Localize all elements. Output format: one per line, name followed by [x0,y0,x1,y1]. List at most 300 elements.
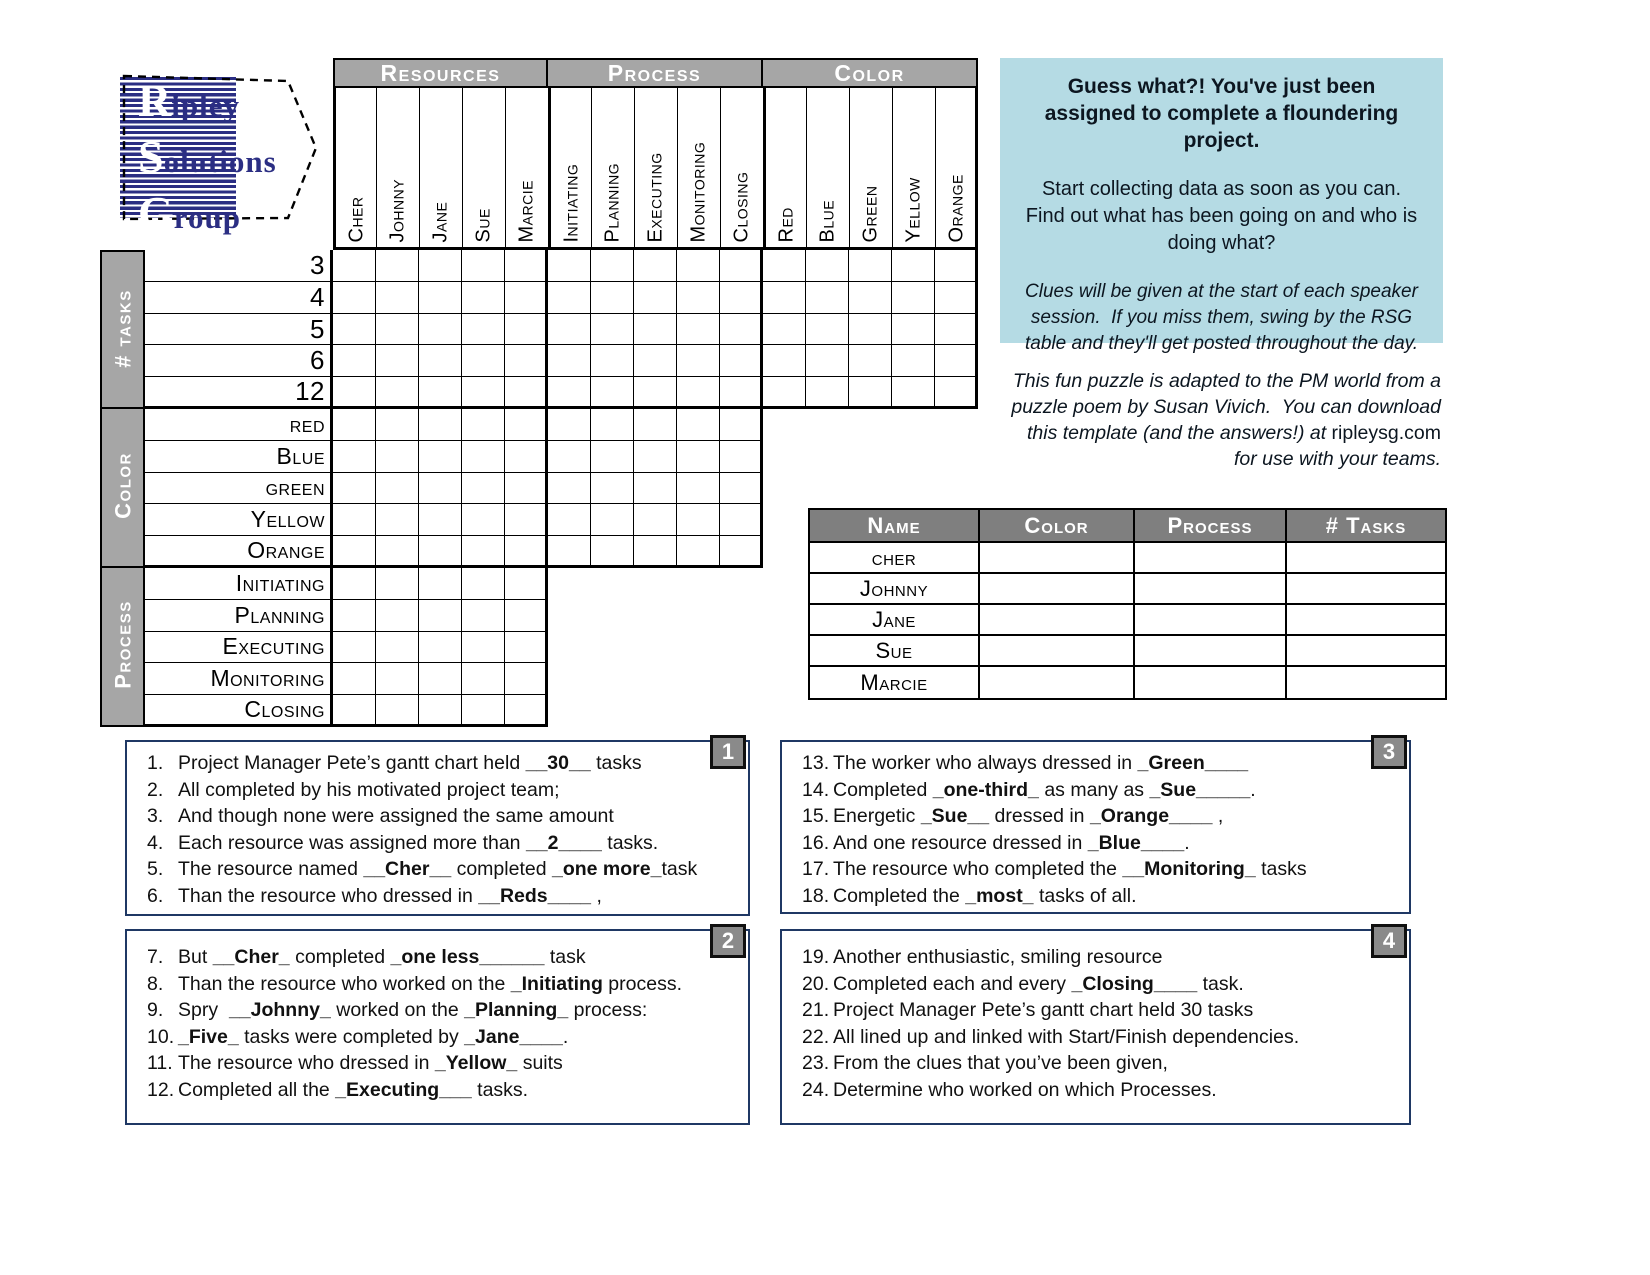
grid-cell [634,441,677,473]
info-box-body: Start collecting data as soon as you can. Find out what has been going on and who is doing what? [1025,178,1423,254]
grid-cell [591,504,634,536]
grid-cell [849,345,892,377]
grid-cell [763,314,806,346]
clue-segment: tasks of all. [1033,884,1137,907]
clue-segment: tasks. [471,1078,529,1101]
clue-box-1 [125,740,750,916]
column-label-text: Initiating [560,163,583,243]
grid-cell [462,568,505,600]
clue-number: 17. [802,858,830,880]
clue-segment: process: [568,999,648,1021]
clue-number: 7. [147,946,164,968]
info-box-heading: Guess what?! You've just been assigned to complete a floundering project. [1044,75,1399,152]
row-label-executing: Executing [145,632,333,664]
grid-cell [376,568,419,600]
grid-cell [935,377,978,409]
grid-cell [677,345,720,377]
grid-cell [505,600,548,632]
grid-cell [591,377,634,409]
clue-line [147,997,740,1024]
column-label-sue [462,88,505,250]
grid-cell [548,504,591,536]
grid-cell [333,600,376,632]
clue-number: 8. [147,972,164,995]
clue-segment: _Green____ [1137,752,1249,774]
column-label-marcie [505,88,548,250]
answer-cell [1287,605,1445,636]
grid-cell [677,441,720,473]
answer-cell [1135,667,1287,698]
clue-segment: All completed by his motivated project team; [178,778,560,801]
clue-badge-3: 3 [1371,735,1407,769]
grid-cell [505,695,548,727]
grid-cell [333,441,376,473]
grid-cell [376,250,419,282]
clue-segment: Another enthusiastic, smiling resource [833,946,1163,968]
grid-cell [892,345,935,377]
grid-cell [849,377,892,409]
clue-segment: Each resource was assigned more than [178,831,526,854]
grid-cell [634,314,677,346]
answer-table [808,508,1447,700]
grid-cell [333,473,376,505]
row-label-3: 3 [145,250,333,282]
clue-text [178,777,560,804]
clue-line [802,1050,1401,1077]
grid-cell [376,536,419,568]
credit-segment: This fun puzzle is adapted to the PM world from a puzzle poem by Susan Vivich. You can download this template (and the answers!) at [1011,370,1447,444]
answer-cell [1135,543,1287,574]
answer-cell [1287,667,1445,698]
answer-cell [1135,605,1287,636]
grid-cell [333,504,376,536]
grid-cell [634,345,677,377]
clue-segment: _Jane____ [464,1025,563,1048]
clue-line [147,1077,740,1104]
clue-segment: But [178,946,213,968]
clue-text [178,1050,563,1077]
clue-line [147,856,740,883]
clue-segment: _Executing___ [335,1078,472,1101]
row-label-5: 5 [145,314,333,346]
clue-segment: _one-third_ [932,778,1039,801]
grid-cell [720,250,763,282]
column-group-header-process: Process [548,58,763,88]
grid-cell [419,663,462,695]
grid-cell [419,536,462,568]
column-label-jane [419,88,462,250]
grid-cell [591,441,634,473]
column-label-initiating [548,88,591,250]
grid-cell [677,409,720,441]
grid-cell [548,282,591,314]
clue-segment: __2____ [525,831,602,854]
grid-cell [376,504,419,536]
column-label-blue [806,88,849,250]
grid-cell [548,377,591,409]
clue-segment: __Monitoring_ [1122,858,1256,880]
clue-segment: _Yellow_ [434,1052,518,1074]
grid-cell [720,282,763,314]
grid-cell [806,314,849,346]
clue-line [802,971,1401,998]
grid-cell [462,441,505,473]
clue-number: 14. [802,778,830,801]
clue-segment: __Reds____ [478,884,592,907]
clue-segment: The resource who dressed in [178,1052,435,1074]
grid-cell [376,695,419,727]
answer-cell [980,605,1135,636]
clue-text [178,997,647,1024]
grid-cell [720,473,763,505]
grid-cell [376,409,419,441]
grid-cell [462,345,505,377]
grid-cell [333,409,376,441]
clue-number: 5. [147,858,164,880]
clue-segment: Completed each and every [833,972,1072,995]
clue-text [833,997,1253,1024]
column-label-planning [591,88,634,250]
clue-text [833,971,1244,998]
logo-initial: G [138,187,174,238]
grid-cell [505,536,548,568]
clue-text [178,1024,568,1051]
grid-cell [849,282,892,314]
clue-segment: _Initiating [510,972,603,995]
answer-header-tasks: # Tasks [1287,510,1445,543]
grid-cell [935,345,978,377]
clue-text [833,1077,1217,1104]
clue-number: 22. [802,1025,830,1048]
clue-segment: completed [289,946,391,968]
grid-cell [419,314,462,346]
clue-text [178,830,658,857]
row-label-closing: Closing [145,695,333,727]
logo-initial: S [138,131,164,182]
column-label-text: Planning [601,162,624,243]
column-label-text: Jane [429,201,452,243]
clue-segment: , [1212,805,1224,827]
grid-cell [419,600,462,632]
clue-text [178,750,642,777]
clue-segment: From the clues that you’ve been given, [833,1052,1168,1074]
grid-cell [677,250,720,282]
answer-cell [980,574,1135,605]
clue-line [802,777,1401,804]
column-label-text: Green [859,185,882,243]
clue-line [802,1024,1401,1051]
grid-cell [720,409,763,441]
clue-segment: _Five_ [178,1025,239,1048]
grid-cell [376,282,419,314]
grid-cell [419,409,462,441]
grid-cell [462,250,505,282]
grid-cell [462,282,505,314]
clue-segment: tasks [1255,858,1307,880]
column-group-header-resources: Resources [333,58,548,88]
grid-cell [548,536,591,568]
clue-number: 24. [802,1078,830,1101]
grid-cell [376,473,419,505]
clue-number: 6. [147,884,164,907]
clue-segment: . [562,1025,569,1048]
grid-cell [892,250,935,282]
clue-segment: _Sue_____ [1149,778,1251,801]
grid-cell [548,314,591,346]
grid-cell [849,314,892,346]
clue-line [802,803,1401,830]
grid-cell [634,473,677,505]
grid-cell [935,282,978,314]
clue-segment: __Cher__ [363,858,452,880]
row-group-label: Color [110,452,136,519]
clue-segment: __Johnny_ [228,999,331,1021]
row-label-monitoring: Monitoring [145,663,333,695]
clue-line [147,1050,740,1077]
grid-cell [677,314,720,346]
grid-cell [677,536,720,568]
grid-cell [591,314,634,346]
column-label-text: Cher [345,196,368,243]
column-label-orange [935,88,978,250]
row-group-band-color [100,409,145,568]
grid-cell [634,536,677,568]
grid-cell [591,345,634,377]
answer-name-cher: cher [810,543,980,574]
clue-text [833,856,1307,883]
clue-list-3 [802,750,1401,909]
grid-cell [333,663,376,695]
grid-cell [591,473,634,505]
logo-word: ipley [171,88,240,123]
clue-text [833,750,1248,777]
grid-cell [634,377,677,409]
clue-line [147,777,740,804]
grid-cell [720,345,763,377]
answer-cell [980,636,1135,667]
grid-cell [935,250,978,282]
clue-segment: __30__ [525,752,591,774]
grid-cell [720,504,763,536]
clue-segment: . [1250,778,1256,801]
grid-cell [505,663,548,695]
grid-cell [333,377,376,409]
grid-cell [505,314,548,346]
column-label-text: Red [775,207,798,243]
grid-cell [419,441,462,473]
clue-text [833,1024,1299,1051]
grid-cell [376,441,419,473]
answer-name-jane: Jane [810,605,980,636]
grid-cell [462,600,505,632]
clue-line [147,944,740,971]
grid-cell [849,250,892,282]
column-label-text: Monitoring [687,141,710,243]
answer-header-color: Color [980,510,1135,543]
clue-segment: And though none were assigned the same amount [178,805,614,827]
clue-segment: worked on the [330,999,465,1021]
clue-segment: The resource who completed the [833,858,1123,880]
clue-line [802,830,1401,857]
row-label-green: green [145,473,333,505]
grid-cell [419,632,462,664]
column-label-johnny [376,88,419,250]
info-box [1000,58,1443,354]
credit-segment: for use with your teams. [1234,422,1447,470]
row-label-yellow: Yellow [145,504,333,536]
clue-box-3 [780,740,1411,914]
clue-number: 1. [147,752,164,774]
answer-header-name: Name [810,510,980,543]
grid-cell [720,536,763,568]
grid-cell [763,377,806,409]
clue-text [178,856,697,883]
grid-cell [763,282,806,314]
answer-name-marcie: Marcie [810,667,980,698]
column-label-red [763,88,806,250]
grid-cell [462,536,505,568]
answer-cell [1287,543,1445,574]
grid-cell [505,504,548,536]
clue-text [833,1050,1168,1077]
clue-box-4 [780,929,1411,1125]
clue-text [178,944,586,971]
grid-cell [634,250,677,282]
grid-cell [505,345,548,377]
clue-text [833,777,1256,804]
grid-cell [677,504,720,536]
clue-segment: And one resource dressed in [833,831,1088,854]
grid-cell [677,377,720,409]
clue-segment: as many as [1038,778,1150,801]
grid-cell [505,409,548,441]
answer-header-process: Process [1135,510,1287,543]
grid-cell [505,377,548,409]
row-label-red: red [145,409,333,441]
grid-cell [892,377,935,409]
clue-segment: process. [602,972,682,995]
clue-segment: Energetic [833,805,921,827]
grid-cell [419,377,462,409]
column-label-text: Executing [644,152,667,243]
grid-cell [634,409,677,441]
clue-text [178,883,602,910]
grid-cell [505,250,548,282]
logo-initial: R [138,75,172,126]
clue-number: 11. [147,1052,173,1074]
grid-cell [333,314,376,346]
grid-cell [462,504,505,536]
clue-segment: The resource named [178,858,364,880]
grid-cell [892,314,935,346]
grid-cell [376,663,419,695]
clue-segment: Project Manager Pete’s gantt chart held [178,752,526,774]
clue-number: 2. [147,778,164,801]
column-label-text: Closing [730,171,753,243]
clue-number: 15. [802,805,830,827]
row-label-initiating: Initiating [145,568,333,600]
clue-line [802,856,1401,883]
grid-cell [505,441,548,473]
clue-number: 21. [802,999,830,1021]
clue-text [833,803,1223,830]
grid-cell [591,250,634,282]
row-group-label: Process [110,600,136,689]
clue-segment: _one less______ [390,946,545,968]
credit-segment: ripleysg.com [1331,422,1441,444]
grid-cell [462,314,505,346]
grid-cell [591,282,634,314]
grid-cell [376,600,419,632]
clue-segment: _most_ [965,884,1034,907]
clue-number: 12. [147,1078,175,1101]
answer-name-sue: Sue [810,636,980,667]
clue-segment: suits [517,1052,563,1074]
clue-segment: _Blue____ [1087,831,1185,854]
clue-segment: tasks were completed by [238,1025,465,1048]
clue-box-2 [125,929,750,1125]
credit-note [1000,368,1447,472]
clue-segment: Completed the [833,884,966,907]
clue-list-1 [147,750,740,909]
grid-cell [806,282,849,314]
info-box-note: Clues will be given at the start of each speaker session. If you miss them, swing by the RSG table and they'll get posted throughout the day. [1024,281,1424,354]
grid-cell [419,568,462,600]
grid-cell [935,314,978,346]
answer-cell [1287,574,1445,605]
clue-number: 20. [802,972,830,995]
clue-text [833,830,1190,857]
grid-cell [806,345,849,377]
clue-segment: _Closing____ [1071,972,1198,995]
row-label-blue: Blue [145,441,333,473]
row-label-planning: Planning [145,600,333,632]
grid-cell [505,473,548,505]
grid-cell [333,282,376,314]
column-label-text: Marcie [515,180,538,243]
clue-number: 9. [147,999,164,1021]
grid-cell [763,250,806,282]
clue-line [802,944,1401,971]
clue-line [147,971,740,998]
clue-segment: tasks. [601,831,659,854]
grid-cell [505,568,548,600]
clue-number: 10. [147,1025,175,1048]
clue-segment: task. [1197,972,1244,995]
row-label-6: 6 [145,345,333,377]
row-label-4: 4 [145,282,333,314]
answer-name-johnny: Johnny [810,574,980,605]
clue-segment: , [591,884,602,907]
row-group-label: # tasks [110,289,136,368]
grid-cell [892,282,935,314]
grid-cell [548,409,591,441]
clue-segment: Determine who worked on which Processes. [833,1078,1217,1101]
clue-segment: _Planning_ [464,999,569,1021]
grid-cell [333,536,376,568]
column-label-text: Blue [816,199,839,243]
clue-badge-1: 1 [710,735,746,769]
grid-cell [462,632,505,664]
grid-cell [462,663,505,695]
clue-segment: completed [451,858,552,880]
grid-cell [462,473,505,505]
grid-cell [548,345,591,377]
clue-segment: All lined up and linked with Start/Finish dependencies. [833,1025,1300,1048]
clue-number: 19. [802,946,830,968]
grid-cell [462,695,505,727]
clue-list-4 [802,944,1401,1103]
